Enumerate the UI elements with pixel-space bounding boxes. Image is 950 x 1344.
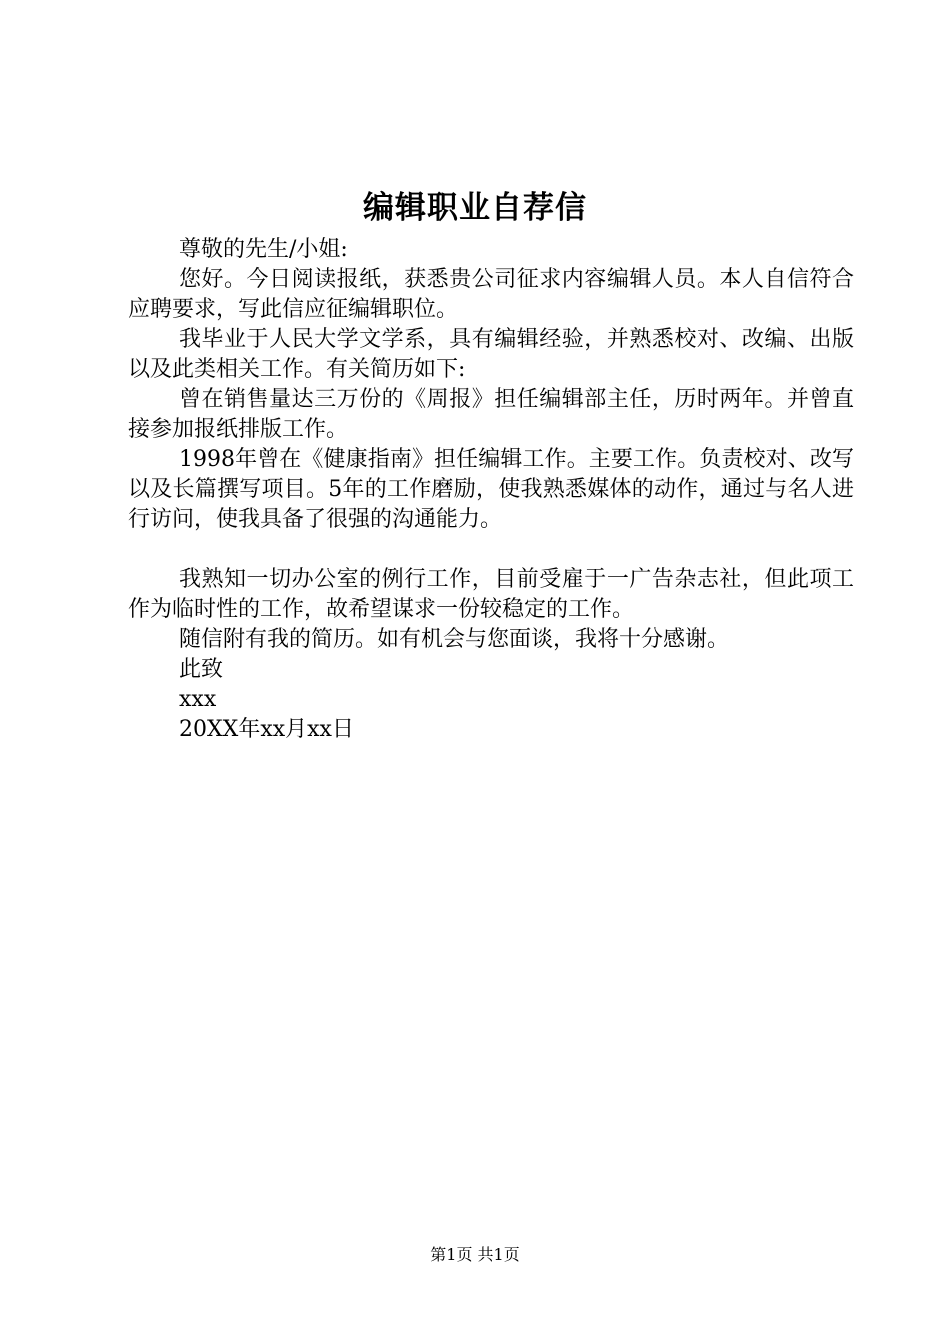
page-title: 编辑职业自荐信 — [363, 190, 587, 226]
paragraph-greeting: 您好。今日阅读报纸，获悉贵公司征求内容编辑人员。本人自信符合应聘要求，写此信应征编辑职位。 — [128, 267, 854, 322]
signature: xxx — [179, 687, 217, 712]
closing: 此致 — [179, 657, 224, 682]
paragraph-education: 我毕业于人民大学文学系，具有编辑经验，并熟悉校对、改编、出版以及此类相关工作。有关简历如下: — [128, 327, 854, 382]
salutation: 尊敬的先生/小姐: — [179, 237, 348, 262]
date: 20XX年xx月xx日 — [179, 717, 354, 742]
paragraph-current-job: 我熟知一切办公室的例行工作，目前受雇于一广告杂志社，但此项工作为临时性的工作，故希望谋求一份较稳定的工作。 — [128, 567, 854, 622]
letter-body — [128, 235, 854, 745]
paragraph-weekly-experience: 曾在销售量达三万份的《周报》担任编辑部主任，历时两年。并曾直接参加报纸排版工作。 — [128, 387, 854, 442]
paragraph-health-guide-experience: 1998年曾在《健康指南》担任编辑工作。主要工作。负责校对、改写以及长篇撰写项目。5年的工作磨励，使我熟悉媒体的动作，通过与名人进行访问，使我具备了很强的沟通能力。 — [128, 447, 854, 532]
paragraph-attachment: 随信附有我的简历。如有机会与您面谈，我将十分感谢。 — [179, 627, 730, 652]
page-footer: 第1页 共1页 — [430, 1245, 520, 1264]
